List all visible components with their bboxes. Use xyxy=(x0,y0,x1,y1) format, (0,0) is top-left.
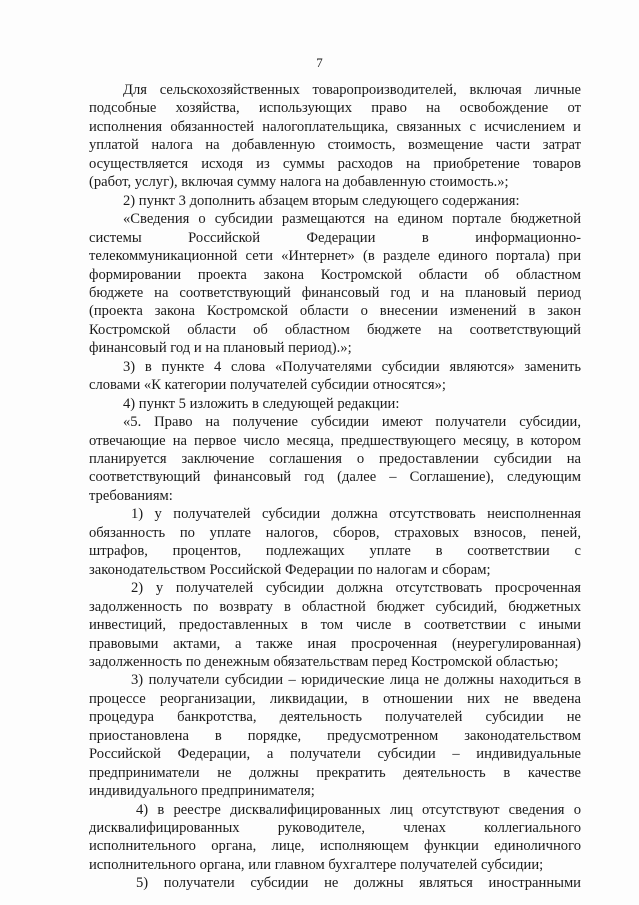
text-line: 4) в реестре дисквалифицированных лиц отсутствуют сведения о xyxy=(136,801,581,818)
text-line: процессе реорганизации, ликвидации, в отношении них не введена xyxy=(89,690,581,707)
text-line: (работ, услуг), включая сумму налога на добавленную стоимость.»; xyxy=(89,174,509,191)
text-line: 3) в пункте 4 слова «Получателями субсидии являются» заменить xyxy=(123,358,581,375)
text-line: телекоммуникационной сети «Интернет» (в разделе единого портала) при xyxy=(89,248,581,265)
text-line: 5) получатели субсидии не должны являться иностранными xyxy=(136,875,581,892)
text-line: дисквалифицированных руководителе, членах коллегиального xyxy=(89,820,581,836)
text-line: 1) у получателей субсидии должна отсутствовать неисполненная xyxy=(131,506,581,523)
text-line: Российской Федерации, а получатели субсидии – индивидуальные xyxy=(89,746,581,763)
text-line: 3) получатели субсидии – юридические лица не должны находиться в xyxy=(131,672,581,689)
text-line: «Сведения о субсидии размещаются на едином портале бюджетной xyxy=(123,211,581,228)
text-line: правовыми актами, а также иная просроченная (неурегулированная) xyxy=(89,635,581,652)
text-line: Для сельскохозяйственных товаропроизводителей, включая личные xyxy=(123,82,581,98)
text-line: финансовый год и на плановый период).»; xyxy=(89,340,352,357)
text-line: «5. Право на получение субсидии имеют получатели субсидии, xyxy=(123,414,581,431)
text-line: требованиям: xyxy=(89,487,173,504)
text-line: приостановлена в порядке, предусмотренном законодательством xyxy=(89,727,581,744)
text-line: словами «К категории получателей субсидии относятся»; xyxy=(89,377,446,394)
text-line: соответствующий финансовый год (далее – Соглашение), следующим xyxy=(89,469,581,486)
text-line: штрафов, процентов, подлежащих уплате в соответствии с xyxy=(89,543,581,560)
text-line: (проекта закона Костромской области о внесении изменений в закон xyxy=(89,303,581,320)
text-line: 2) пункт 3 дополнить абзацем вторым следующего содержания: xyxy=(123,192,520,209)
text-line: Костромской области об областном бюджете на соответствующий xyxy=(89,321,581,338)
text-line: формировании проекта закона Костромской области об областном xyxy=(89,266,581,283)
text-line: задолженность по денежным обязательствам перед Костромской областью; xyxy=(89,653,559,670)
text-line: 4) пункт 5 изложить в следующей редакции: xyxy=(123,395,400,412)
text-line: задолженность по возврату в областной бюджет субсидий, бюджетных xyxy=(89,598,581,615)
text-line: процедура банкротства, деятельность получателей субсидии не xyxy=(89,709,581,726)
text-line: 2) у получателей субсидии должна отсутствовать просроченная xyxy=(131,580,581,597)
text-line: отвечающие на первое число месяца, предшествующего месяцу, в котором xyxy=(89,432,581,449)
text-line: предприниматели не должны прекратить деятельность в качестве xyxy=(89,764,581,781)
text-line: уплатой налога на добавленную стоимость, возмещение части затрат xyxy=(89,137,581,154)
text-line: подсобные хозяйства, использующих право на освобождение от xyxy=(89,100,581,117)
text-line: индивидуального предпринимателя; xyxy=(89,783,315,800)
text-line: системы Российской Федерации в информационно- xyxy=(89,229,581,246)
page-number: 7 xyxy=(316,55,323,70)
text-line: обязанность по уплате налогов, сборов, страховых взносов, пеней, xyxy=(89,524,581,541)
text-line: осуществляется исходя из суммы расходов на приобретение товаров xyxy=(89,155,581,172)
text-line: исполнительного органа, лице, исполняющем функции единоличного xyxy=(89,838,581,855)
text-line: бюджете на соответствующий финансовый год и на плановый период xyxy=(89,284,581,301)
text-line: планируется заключение соглашения о предоставлении субсидии на xyxy=(89,451,581,467)
text-line: исполнения обязанностей налогоплательщика, связанных с исчислением и xyxy=(89,118,581,135)
text-line: инвестиций, предоставленных в том числе в соответствии с иными xyxy=(89,617,581,634)
text-line: законодательством Российской Федерации по налогам и сборам; xyxy=(89,561,491,578)
text-line: исполнительного органа, или главном бухгалтере получателей субсидии; xyxy=(89,856,544,873)
